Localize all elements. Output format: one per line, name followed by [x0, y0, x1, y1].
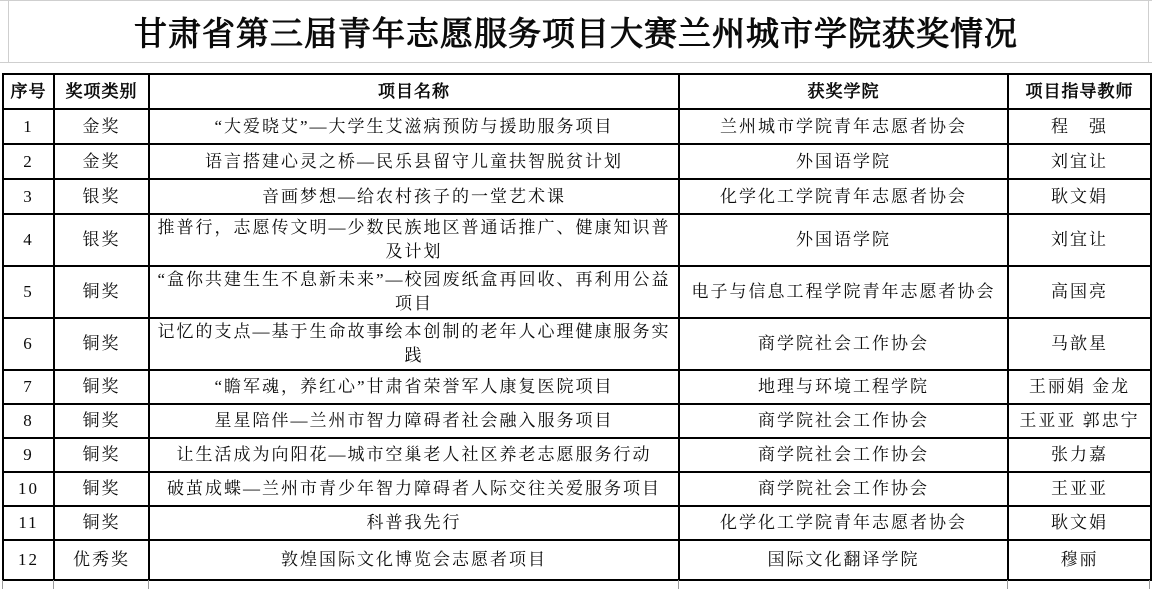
cell-category: 铜奖 [54, 404, 149, 438]
partial-grid-line [53, 580, 54, 589]
cell-college: 商学院社会工作协会 [679, 472, 1008, 506]
cell-teacher: 耿文娟 [1008, 506, 1151, 540]
cell-no: 9 [3, 438, 54, 472]
cell-category: 优秀奖 [54, 540, 149, 580]
table-row [3, 506, 1151, 540]
cell-teacher: 刘宜让 [1008, 144, 1151, 179]
cell-no: 2 [3, 144, 54, 179]
header-project: 项目名称 [149, 74, 679, 109]
cell-teacher: 王丽娟 金龙 [1008, 370, 1151, 404]
cell-teacher: 王亚亚 郭忠宁 [1008, 404, 1151, 438]
cell-category: 银奖 [54, 214, 149, 266]
table-row [3, 109, 1151, 144]
cell-no: 1 [3, 109, 54, 144]
partial-grid-line [1149, 580, 1150, 589]
table-row [3, 472, 1151, 506]
cell-category: 金奖 [54, 144, 149, 179]
cell-no: 4 [3, 214, 54, 266]
cell-category: 银奖 [54, 179, 149, 214]
table-row [3, 318, 1151, 370]
cell-teacher: 刘宜让 [1008, 214, 1151, 266]
cell-college: 电子与信息工程学院青年志愿者协会 [679, 266, 1008, 318]
cell-project: 科普我先行 [149, 506, 679, 540]
cell-no: 7 [3, 370, 54, 404]
cell-college: 国际文化翻译学院 [679, 540, 1008, 580]
cell-category: 铜奖 [54, 266, 149, 318]
table-row [3, 214, 1151, 266]
cell-no: 10 [3, 472, 54, 506]
cell-project: “瞻军魂，养红心”甘肃省荣誉军人康复医院项目 [149, 370, 679, 404]
cell-college: 商学院社会工作协会 [679, 404, 1008, 438]
cell-no: 8 [3, 404, 54, 438]
table-row [3, 179, 1151, 214]
grid-line-below-title [0, 62, 1152, 63]
cell-college: 商学院社会工作协会 [679, 438, 1008, 472]
cell-project: 音画梦想—给农村孩子的一堂艺术课 [149, 179, 679, 214]
award-table [2, 73, 1152, 581]
partial-grid-line [148, 580, 149, 589]
table-row [3, 404, 1151, 438]
cell-teacher: 穆丽 [1008, 540, 1151, 580]
partial-grid-line [678, 580, 679, 589]
header-teacher: 项目指导教师 [1008, 74, 1151, 109]
cell-category: 金奖 [54, 109, 149, 144]
title-band [0, 1, 1152, 62]
cell-no: 6 [3, 318, 54, 370]
table-row [3, 438, 1151, 472]
cell-project: 记忆的支点—基于生命故事绘本创制的老年人心理健康服务实践 [149, 318, 679, 370]
cell-project: 敦煌国际文化博览会志愿者项目 [149, 540, 679, 580]
header-category: 奖项类别 [54, 74, 149, 109]
cell-college: 化学化工学院青年志愿者协会 [679, 179, 1008, 214]
cell-no: 12 [3, 540, 54, 580]
cell-category: 铜奖 [54, 370, 149, 404]
table-row [3, 144, 1151, 179]
header-no: 序号 [3, 74, 54, 109]
cell-teacher: 程 强 [1008, 109, 1151, 144]
cell-project: 破茧成蝶—兰州市青少年智力障碍者人际交往关爱服务项目 [149, 472, 679, 506]
cell-teacher: 耿文娟 [1008, 179, 1151, 214]
cell-category: 铜奖 [54, 472, 149, 506]
table-row [3, 540, 1151, 580]
cell-no: 3 [3, 179, 54, 214]
cell-project: 让生活成为向阳花—城市空巢老人社区养老志愿服务行动 [149, 438, 679, 472]
cell-category: 铜奖 [54, 438, 149, 472]
cell-no: 11 [3, 506, 54, 540]
cell-teacher: 马歆星 [1008, 318, 1151, 370]
cell-project: 推普行，志愿传文明—少数民族地区普通话推广、健康知识普及计划 [149, 214, 679, 266]
cell-college: 化学化工学院青年志愿者协会 [679, 506, 1008, 540]
cell-college: 兰州城市学院青年志愿者协会 [679, 109, 1008, 144]
partial-grid-line [2, 580, 3, 589]
cell-teacher: 张力嘉 [1008, 438, 1151, 472]
cell-project: 语言搭建心灵之桥—民乐县留守儿童扶智脱贫计划 [149, 144, 679, 179]
cell-college: 外国语学院 [679, 214, 1008, 266]
partial-grid-line [1007, 580, 1008, 589]
cell-category: 铜奖 [54, 318, 149, 370]
cell-project: “盒你共建生生不息新未来”—校园废纸盒再回收、再利用公益项目 [149, 266, 679, 318]
cell-teacher: 王亚亚 [1008, 472, 1151, 506]
table-header-row [3, 74, 1151, 109]
cell-college: 商学院社会工作协会 [679, 318, 1008, 370]
cell-no: 5 [3, 266, 54, 318]
cell-project: 星星陪伴—兰州市智力障碍者社会融入服务项目 [149, 404, 679, 438]
cell-college: 外国语学院 [679, 144, 1008, 179]
page-title: 甘肃省第三届青年志愿服务项目大赛兰州城市学院获奖情况 [134, 17, 1018, 53]
table-row [3, 266, 1151, 318]
cell-project: “大爱晓艾”—大学生艾滋病预防与援助服务项目 [149, 109, 679, 144]
cell-college: 地理与环境工程学院 [679, 370, 1008, 404]
cell-teacher: 高国亮 [1008, 266, 1151, 318]
cell-category: 铜奖 [54, 506, 149, 540]
header-college: 获奖学院 [679, 74, 1008, 109]
table-row [3, 370, 1151, 404]
